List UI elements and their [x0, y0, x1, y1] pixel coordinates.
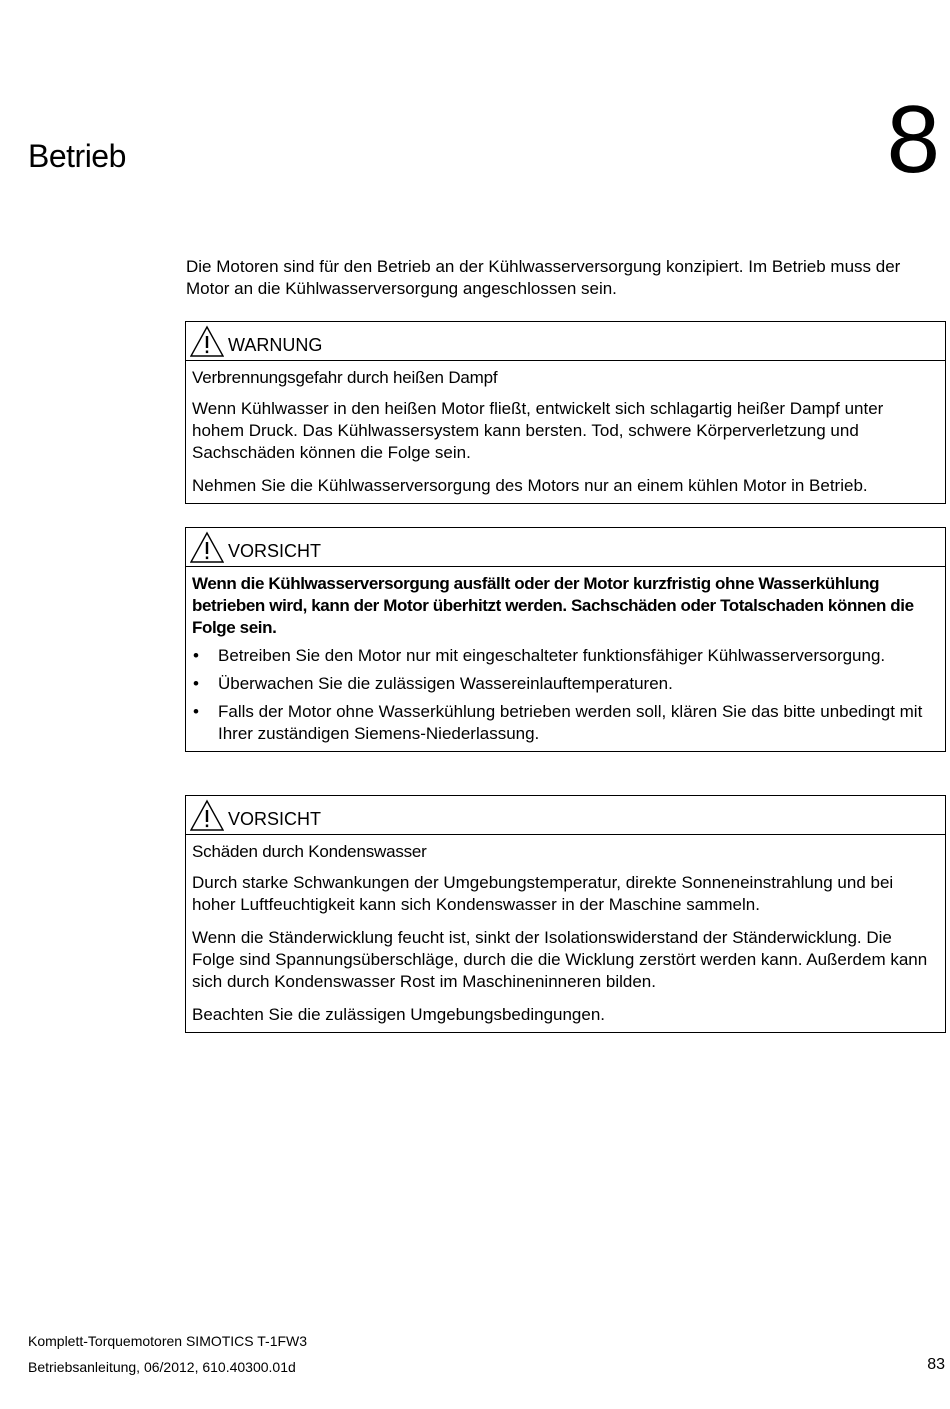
notice-label: VORSICHT [228, 541, 322, 561]
notice-header [186, 528, 945, 567]
notice-paragraph: Wenn Kühlwasser in den heißen Motor fließt, entwickelt sich schlagartig heißer Dampf unter hohem Druck. Das Kühlwassersystem kann bersten. Tod, schwere Körperverletzung und Sachschäden können die Folge sein. [192, 399, 884, 462]
footer-product: Komplett-Torquemotoren SIMOTICS T-1FW3 [28, 1333, 308, 1349]
notice-label: VORSICHT [228, 809, 322, 829]
notice-label: WARNUNG [228, 335, 323, 355]
warning-triangle-icon [190, 325, 224, 357]
list-item: • Betreiben Sie den Motor nur mit eingeschalteter funktionsfähiger Kühlwasserversorgung. [192, 645, 937, 667]
chapter-number: 8 [886, 86, 940, 193]
footer-manual: Betriebsanleitung, 06/2012, 610.40300.01d [28, 1359, 296, 1375]
bullet-list [192, 645, 937, 745]
warning-triangle-icon [190, 799, 224, 831]
notice-paragraph: Durch starke Schwankungen der Umgebungstemperatur, direkte Sonneneinstrahlung und bei hoher Luftfeuchtigkeit kann sich Kondenswasser in der Maschine sammeln. [192, 873, 894, 914]
warning-triangle-icon [190, 531, 224, 563]
notice-header [186, 796, 945, 835]
notice-paragraph: Nehmen Sie die Kühlwasserversorgung des Motors nur an einem kühlen Motor in Betrieb. [192, 476, 868, 495]
warning-notice [185, 321, 946, 504]
notice-title: Verbrennungsgefahr durch heißen Dampf [192, 368, 498, 387]
notice-header [186, 322, 945, 361]
list-item: • Falls der Motor ohne Wasserkühlung betrieben werden soll, klären Sie das bitte unbedingt mit Ihrer zuständigen Siemens-Niederlassung. [192, 701, 937, 745]
intro-paragraph: Die Motoren sind für den Betrieb an der Kühlwasserversorgung konzipiert. Im Betrieb muss der Motor an die Kühlwasserversorgung angeschlossen sein. [186, 257, 901, 298]
list-item: • Überwachen Sie die zulässigen Wassereinlauftemperaturen. [192, 673, 937, 695]
chapter-title: Betrieb [28, 138, 126, 174]
notice-title: Schäden durch Kondenswasser [192, 842, 427, 861]
notice-paragraph: Wenn die Ständerwicklung feucht ist, sinkt der Isolationswiderstand der Ständerwicklung. Die Folge sind Spannungsüberschläge, durch die die Wicklung zerstört werden kann. Außerdem kann sich durch Kondenswasser Rost im Maschineninneren bilden. [192, 928, 928, 991]
caution-notice [185, 527, 946, 752]
caution-notice [185, 795, 946, 1033]
page-number: 83 [927, 1356, 945, 1373]
notice-title: Wenn die Kühlwasserversorgung ausfällt oder der Motor kurzfristig ohne Wasserkühlung betrieben wird, kann der Motor überhitzt werden. Sachschäden oder Totalschaden können die Folge sein. [192, 574, 914, 637]
notice-paragraph: Beachten Sie die zulässigen Umgebungsbedingungen. [192, 1005, 606, 1024]
